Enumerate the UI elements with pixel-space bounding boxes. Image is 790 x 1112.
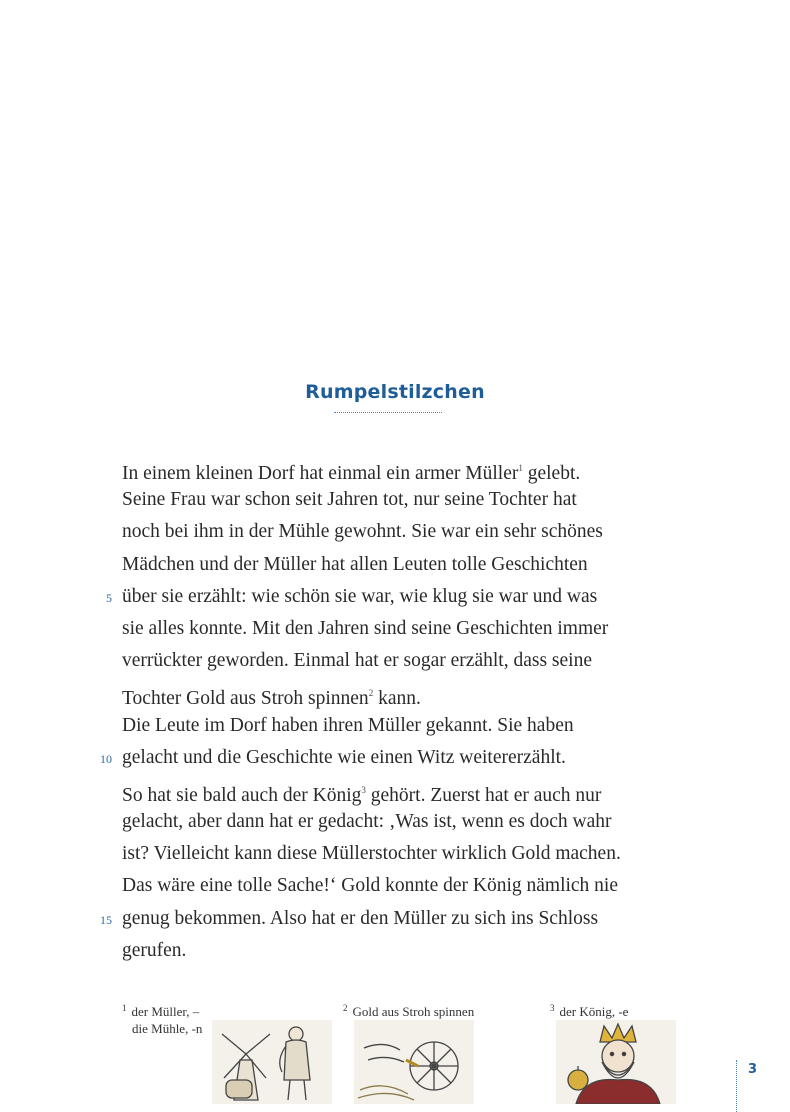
text-line: [122, 742, 682, 774]
glossary-term: Gold aus Stroh spinnen: [352, 1004, 475, 1019]
glossary-number: 2: [343, 1003, 348, 1013]
text-line: [122, 581, 682, 613]
text-span: gelacht, aber dann hat er gedacht: ‚Was ist, wenn es doch wahr: [122, 811, 612, 833]
text-span: sie alles konnte. Mit den Jahren sind seine Geschichten immer: [122, 617, 609, 639]
text-line: [122, 645, 682, 677]
text-line: [122, 613, 682, 645]
footnote-marker: 2: [368, 688, 374, 699]
text-span: kann.: [373, 688, 421, 710]
glossary-item-1: [122, 1000, 202, 1037]
text-span: Das wäre eine tolle Sache!‘ Gold konnte der König nämlich nie: [122, 875, 619, 897]
text-span: noch bei ihm in der Mühle gewohnt. Sie war ein sehr schönes: [122, 521, 603, 543]
page-number-rule: [736, 1060, 737, 1112]
text-span: Mädchen und der Müller hat allen Leuten tolle Geschichten: [122, 553, 588, 575]
text-span: verrückter geworden. Einmal hat er sogar erzählt, dass seine: [122, 650, 592, 672]
page-number: 3: [748, 1062, 758, 1077]
text-span: ist? Vielleicht kann diese Müllerstochter wirklich Gold machen.: [122, 843, 621, 865]
text-span: gelacht und die Geschichte wie einen Witz weitererzählt.: [122, 746, 566, 768]
line-number: 5: [106, 590, 112, 605]
text-line: [122, 838, 682, 870]
title-dotted-rule: [334, 412, 442, 413]
text-span: gerufen.: [122, 939, 187, 961]
text-span: gehört. Zuerst hat er auch nur: [365, 784, 602, 806]
text-line: [122, 806, 682, 838]
glossary-number: 3: [550, 1003, 555, 1013]
glossary-item-3: [550, 1000, 628, 1020]
text-span: genug bekommen. Also hat er den Müller zu sich ins Schloss: [122, 907, 599, 929]
glossary-item-2: [343, 1000, 474, 1020]
text-line: [122, 516, 682, 548]
text-span: über sie erzählt: wie schön sie war, wie klug sie war und was: [122, 585, 598, 607]
text-span: In einem kleinen Dorf hat einmal ein armer Müller: [122, 463, 519, 484]
text-line: [122, 484, 682, 516]
text-line: [122, 870, 682, 902]
footnote-marker: 3: [361, 784, 366, 795]
text-span: Tochter Gold aus Stroh spinnen: [122, 688, 369, 710]
glossary-term: der Müller, –: [131, 1004, 200, 1019]
text-line: [122, 935, 682, 967]
line-number: 10: [100, 751, 112, 766]
miller-windmill-illustration: [212, 1020, 332, 1104]
text-line: [122, 677, 682, 709]
text-line: [122, 452, 682, 484]
text-span: gelebt.: [522, 463, 581, 484]
story-title: Rumpelstilzchen: [305, 381, 485, 403]
spinning-wheel-illustration: [354, 1020, 474, 1104]
text-span: Die Leute im Dorf haben ihren Müller gekannt. Sie haben: [122, 714, 574, 736]
glossary-term-2: die Mühle, -n: [132, 1021, 203, 1036]
text-line: [122, 549, 682, 581]
line-number: 15: [100, 912, 112, 927]
text-line: [122, 774, 682, 806]
text-span: Seine Frau war schon seit Jahren tot, nur seine Tochter hat: [122, 489, 577, 511]
glossary-term: der König, -e: [559, 1004, 629, 1019]
text-line: [122, 903, 682, 935]
footnote-marker: 1: [518, 463, 523, 473]
glossary-number: 1: [122, 1003, 127, 1013]
text-line: [122, 710, 682, 742]
story-text: [122, 452, 682, 967]
king-illustration: [556, 1020, 676, 1104]
text-span: So hat sie bald auch der König: [122, 784, 362, 806]
